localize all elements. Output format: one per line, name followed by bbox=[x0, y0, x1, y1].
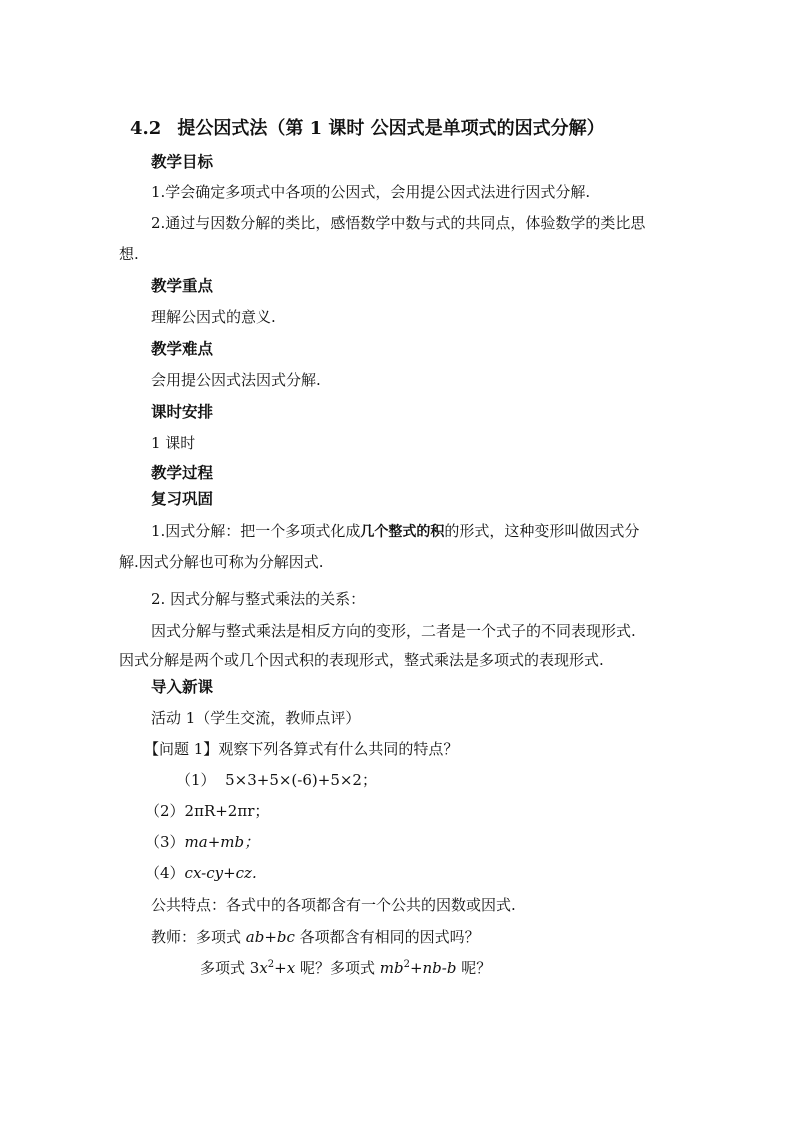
follow-up-mb: mb bbox=[379, 959, 404, 977]
follow-up-pre: 多项式 3 bbox=[200, 959, 260, 977]
follow-up-x2: x bbox=[286, 959, 296, 977]
review-paragraph-2: 2. 因式分解与整式乘法的关系： bbox=[151, 590, 366, 608]
review-p1-pre: 1.因式分解：把一个多项式化成 bbox=[151, 522, 361, 540]
goal-item-2-line1: 2.通过与因数分解的类比，感悟数学中数与式的共同点，体验数学的类比思 bbox=[151, 214, 646, 232]
example-3-expr: ma+mb； bbox=[184, 833, 260, 851]
review-paragraph-1-line2: 解.因式分解也可称为分解因式. bbox=[119, 553, 324, 571]
example-1-label: （1） bbox=[176, 771, 216, 789]
follow-up-plus: + bbox=[274, 959, 287, 977]
difficulty-text: 会用提公因式法因式分解. bbox=[151, 371, 321, 389]
schedule-text: 1 课时 bbox=[151, 434, 196, 452]
example-2 bbox=[145, 801, 269, 821]
follow-up-mid: 呢？多项式 bbox=[295, 959, 380, 977]
follow-up-exponent-2: 2 bbox=[403, 959, 410, 970]
review-paragraph-1 bbox=[151, 521, 639, 542]
goals-heading: 教学目标 bbox=[151, 152, 214, 171]
teacher-question-post: 各项都含有相同的因式吗？ bbox=[294, 928, 480, 946]
teacher-question bbox=[151, 927, 480, 947]
example-1 bbox=[176, 770, 377, 790]
question-1-label: 【问题 1】 bbox=[144, 740, 219, 758]
difficulty-heading: 教学难点 bbox=[151, 339, 214, 358]
follow-up-x: x bbox=[259, 959, 268, 977]
follow-up-exponent: 2 bbox=[267, 959, 275, 970]
review-p1-bold: 几个整式的积 bbox=[360, 524, 445, 540]
common-feature: 公共特点：各式中的各项都含有一个公共的因数或因式. bbox=[151, 896, 516, 914]
activity-line: 活动 1（学生交流，教师点评） bbox=[151, 709, 361, 727]
example-1-expr: 5×3+5×(-6)+5×2； bbox=[225, 771, 377, 789]
intro-heading: 导入新课 bbox=[151, 677, 214, 696]
goal-item-2-line2: 想. bbox=[119, 245, 139, 263]
follow-up-question bbox=[200, 958, 491, 978]
teacher-question-expr: ab+bc bbox=[245, 928, 295, 946]
follow-up-rest: +nb-b bbox=[409, 959, 457, 977]
follow-up-end: 呢？ bbox=[456, 959, 492, 977]
page-title bbox=[130, 114, 730, 140]
goal-item-1: 1.学会确定多项式中各项的公因式，会用提公因式法进行因式分解. bbox=[151, 183, 591, 201]
example-3 bbox=[145, 832, 259, 852]
review-p1-post: 的形式，这种变形叫做因式分 bbox=[444, 522, 640, 540]
example-2-label: （2） bbox=[145, 802, 185, 820]
section-number: 4.2 bbox=[130, 118, 162, 139]
title-text: 提公因式法（第 1 课时 公因式是单项式的因式分解） bbox=[177, 118, 605, 139]
key-point-text: 理解公因式的意义. bbox=[151, 308, 276, 326]
example-4-label: （4） bbox=[145, 864, 185, 882]
key-point-heading: 教学重点 bbox=[151, 276, 214, 295]
review-heading: 复习巩固 bbox=[151, 489, 214, 508]
example-4-expr: cx-cy+cz. bbox=[184, 864, 257, 882]
review-paragraph-3-line1: 因式分解与整式乘法是相反方向的变形，二者是一个式子的不同表现形式. bbox=[151, 622, 636, 640]
question-1 bbox=[144, 739, 458, 759]
process-heading: 教学过程 bbox=[151, 463, 214, 482]
teacher-question-pre: 教师：多项式 bbox=[151, 928, 246, 946]
example-4 bbox=[145, 863, 257, 883]
question-1-text: 观察下列各算式有什么共同的特点？ bbox=[218, 740, 459, 758]
example-2-expr: 2πR+2πr； bbox=[184, 802, 270, 820]
schedule-heading: 课时安排 bbox=[151, 402, 214, 421]
review-paragraph-3-line2: 因式分解是两个或几个因式积的表现形式，整式乘法是多项式的表现形式. bbox=[119, 651, 604, 669]
example-3-label: （3） bbox=[145, 833, 185, 851]
